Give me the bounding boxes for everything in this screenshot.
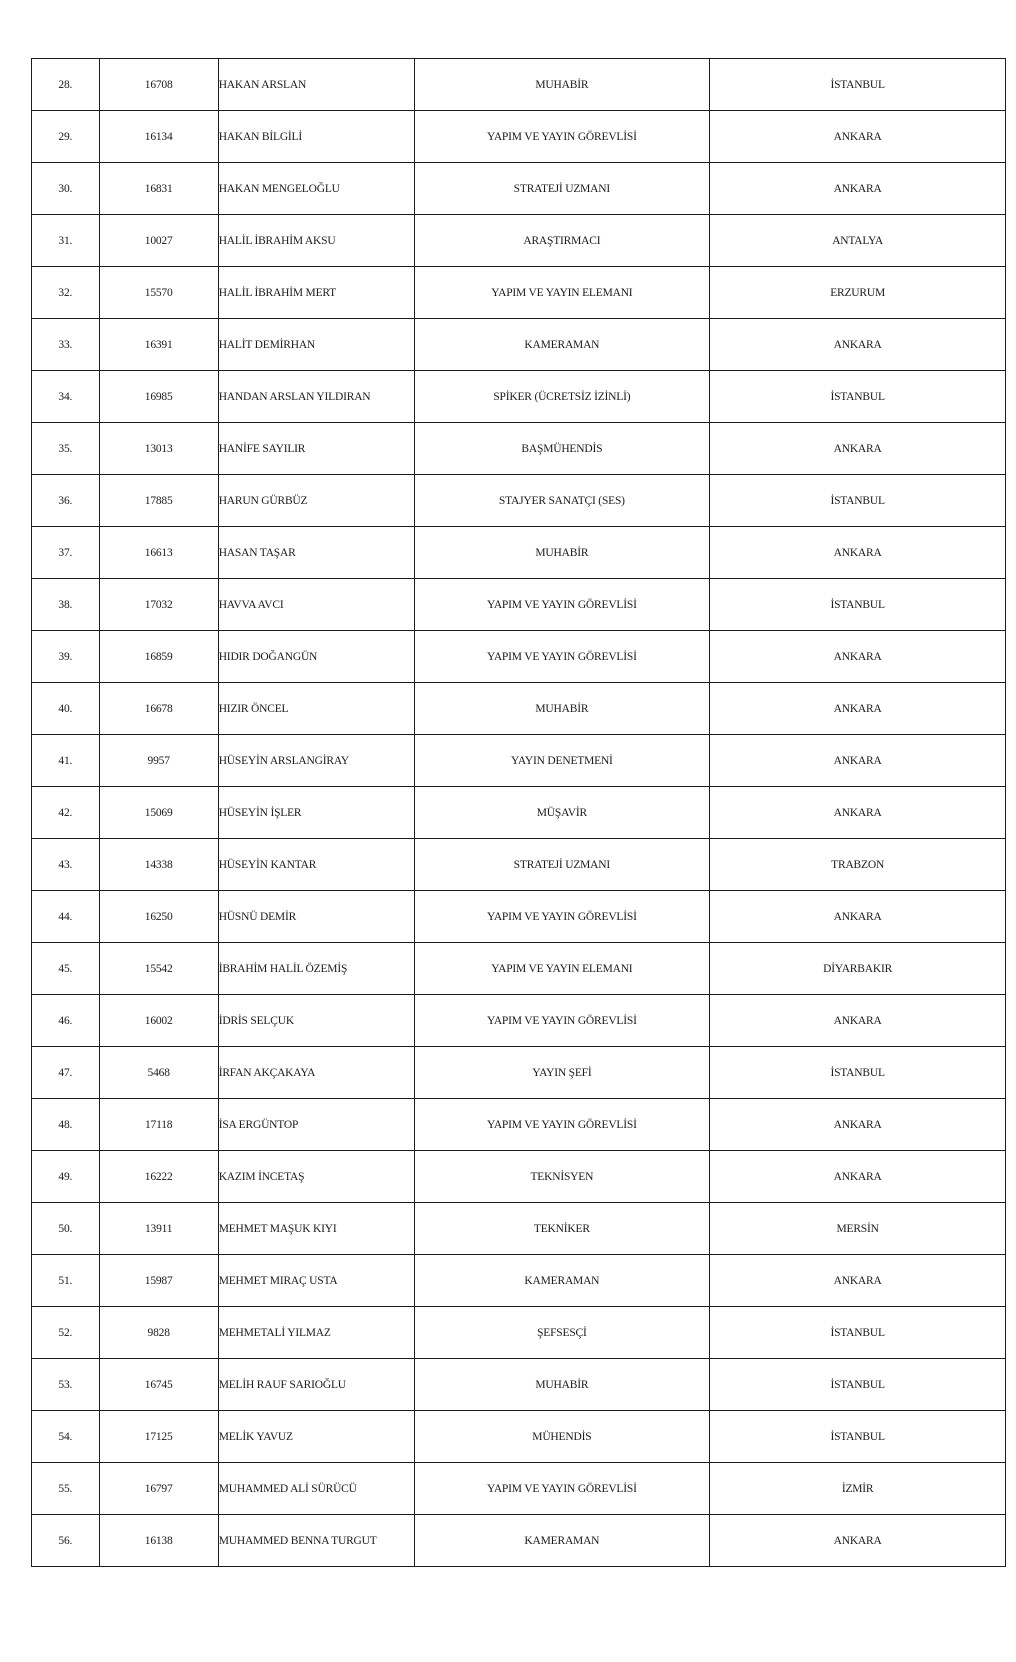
row-number-cell: 54. bbox=[32, 1411, 100, 1463]
registry-number-cell: 16797 bbox=[99, 1463, 218, 1515]
full-name-cell: HÜSEYİN ARSLANGİRAY bbox=[218, 735, 414, 787]
registry-number-cell: 16613 bbox=[99, 527, 218, 579]
personnel-table bbox=[31, 58, 1006, 1567]
table-row bbox=[32, 787, 1006, 839]
row-number-cell: 55. bbox=[32, 1463, 100, 1515]
job-title-cell: YAPIM VE YAYIN GÖREVLİSİ bbox=[414, 579, 710, 631]
job-title-cell: KAMERAMAN bbox=[414, 319, 710, 371]
location-cell: ANKARA bbox=[710, 319, 1006, 371]
document-page bbox=[31, 58, 1006, 1567]
full-name-cell: İBRAHİM HALİL ÖZEMİŞ bbox=[218, 943, 414, 995]
full-name-cell: MEHMET MAŞUK KIYI bbox=[218, 1203, 414, 1255]
registry-number-cell: 10027 bbox=[99, 215, 218, 267]
table-row bbox=[32, 423, 1006, 475]
registry-number-cell: 15542 bbox=[99, 943, 218, 995]
job-title-cell: KAMERAMAN bbox=[414, 1255, 710, 1307]
table-row bbox=[32, 1151, 1006, 1203]
location-cell: ANKARA bbox=[710, 423, 1006, 475]
location-cell: ANKARA bbox=[710, 683, 1006, 735]
table-row bbox=[32, 163, 1006, 215]
row-number-cell: 42. bbox=[32, 787, 100, 839]
row-number-cell: 35. bbox=[32, 423, 100, 475]
location-cell: İSTANBUL bbox=[710, 1359, 1006, 1411]
table-row bbox=[32, 995, 1006, 1047]
registry-number-cell: 16708 bbox=[99, 59, 218, 111]
full-name-cell: HAKAN MENGELOĞLU bbox=[218, 163, 414, 215]
location-cell: ANKARA bbox=[710, 995, 1006, 1047]
full-name-cell: KAZIM İNCETAŞ bbox=[218, 1151, 414, 1203]
row-number-cell: 45. bbox=[32, 943, 100, 995]
full-name-cell: HIDIR DOĞANGÜN bbox=[218, 631, 414, 683]
location-cell: TRABZON bbox=[710, 839, 1006, 891]
location-cell: ANKARA bbox=[710, 163, 1006, 215]
row-number-cell: 40. bbox=[32, 683, 100, 735]
location-cell: DİYARBAKIR bbox=[710, 943, 1006, 995]
row-number-cell: 53. bbox=[32, 1359, 100, 1411]
registry-number-cell: 16134 bbox=[99, 111, 218, 163]
full-name-cell: MUHAMMED BENNA TURGUT bbox=[218, 1515, 414, 1567]
full-name-cell: HANİFE SAYILIR bbox=[218, 423, 414, 475]
job-title-cell: YAPIM VE YAYIN GÖREVLİSİ bbox=[414, 111, 710, 163]
full-name-cell: HALİT DEMİRHAN bbox=[218, 319, 414, 371]
full-name-cell: HÜSNÜ DEMİR bbox=[218, 891, 414, 943]
full-name-cell: MELİH RAUF SARIOĞLU bbox=[218, 1359, 414, 1411]
table-row bbox=[32, 319, 1006, 371]
row-number-cell: 34. bbox=[32, 371, 100, 423]
table-row bbox=[32, 1515, 1006, 1567]
registry-number-cell: 16391 bbox=[99, 319, 218, 371]
row-number-cell: 47. bbox=[32, 1047, 100, 1099]
registry-number-cell: 16250 bbox=[99, 891, 218, 943]
table-row bbox=[32, 111, 1006, 163]
full-name-cell: HASAN TAŞAR bbox=[218, 527, 414, 579]
table-row bbox=[32, 683, 1006, 735]
full-name-cell: HANDAN ARSLAN YILDIRAN bbox=[218, 371, 414, 423]
registry-number-cell: 13911 bbox=[99, 1203, 218, 1255]
job-title-cell: ARAŞTIRMACI bbox=[414, 215, 710, 267]
job-title-cell: MÜŞAVİR bbox=[414, 787, 710, 839]
location-cell: ANKARA bbox=[710, 787, 1006, 839]
row-number-cell: 50. bbox=[32, 1203, 100, 1255]
full-name-cell: HALİL İBRAHİM MERT bbox=[218, 267, 414, 319]
location-cell: ERZURUM bbox=[710, 267, 1006, 319]
location-cell: İSTANBUL bbox=[710, 1307, 1006, 1359]
full-name-cell: HIZIR ÖNCEL bbox=[218, 683, 414, 735]
registry-number-cell: 9957 bbox=[99, 735, 218, 787]
registry-number-cell: 15069 bbox=[99, 787, 218, 839]
registry-number-cell: 16745 bbox=[99, 1359, 218, 1411]
registry-number-cell: 9828 bbox=[99, 1307, 218, 1359]
full-name-cell: MELİK YAVUZ bbox=[218, 1411, 414, 1463]
job-title-cell: YAPIM VE YAYIN GÖREVLİSİ bbox=[414, 631, 710, 683]
full-name-cell: MUHAMMED ALİ SÜRÜCÜ bbox=[218, 1463, 414, 1515]
registry-number-cell: 16222 bbox=[99, 1151, 218, 1203]
job-title-cell: STRATEJİ UZMANI bbox=[414, 163, 710, 215]
registry-number-cell: 16138 bbox=[99, 1515, 218, 1567]
full-name-cell: HAKAN BİLGİLİ bbox=[218, 111, 414, 163]
registry-number-cell: 17118 bbox=[99, 1099, 218, 1151]
table-row bbox=[32, 1411, 1006, 1463]
job-title-cell: YAPIM VE YAYIN GÖREVLİSİ bbox=[414, 995, 710, 1047]
full-name-cell: İSA ERGÜNTOP bbox=[218, 1099, 414, 1151]
row-number-cell: 51. bbox=[32, 1255, 100, 1307]
table-row bbox=[32, 1099, 1006, 1151]
location-cell: İSTANBUL bbox=[710, 1411, 1006, 1463]
table-row bbox=[32, 1203, 1006, 1255]
location-cell: ANKARA bbox=[710, 1255, 1006, 1307]
row-number-cell: 39. bbox=[32, 631, 100, 683]
row-number-cell: 31. bbox=[32, 215, 100, 267]
registry-number-cell: 17032 bbox=[99, 579, 218, 631]
location-cell: İSTANBUL bbox=[710, 371, 1006, 423]
row-number-cell: 36. bbox=[32, 475, 100, 527]
location-cell: ANKARA bbox=[710, 735, 1006, 787]
location-cell: İSTANBUL bbox=[710, 475, 1006, 527]
job-title-cell: MUHABİR bbox=[414, 1359, 710, 1411]
row-number-cell: 43. bbox=[32, 839, 100, 891]
table-row bbox=[32, 371, 1006, 423]
row-number-cell: 56. bbox=[32, 1515, 100, 1567]
location-cell: ANKARA bbox=[710, 111, 1006, 163]
row-number-cell: 48. bbox=[32, 1099, 100, 1151]
job-title-cell: YAPIM VE YAYIN ELEMANI bbox=[414, 267, 710, 319]
row-number-cell: 37. bbox=[32, 527, 100, 579]
registry-number-cell: 17125 bbox=[99, 1411, 218, 1463]
registry-number-cell: 15570 bbox=[99, 267, 218, 319]
job-title-cell: MUHABİR bbox=[414, 527, 710, 579]
row-number-cell: 46. bbox=[32, 995, 100, 1047]
registry-number-cell: 14338 bbox=[99, 839, 218, 891]
table-row bbox=[32, 579, 1006, 631]
table-row bbox=[32, 735, 1006, 787]
row-number-cell: 41. bbox=[32, 735, 100, 787]
job-title-cell: KAMERAMAN bbox=[414, 1515, 710, 1567]
location-cell: ANKARA bbox=[710, 1515, 1006, 1567]
job-title-cell: STAJYER SANATÇI (SES) bbox=[414, 475, 710, 527]
registry-number-cell: 5468 bbox=[99, 1047, 218, 1099]
location-cell: İSTANBUL bbox=[710, 579, 1006, 631]
table-row bbox=[32, 1307, 1006, 1359]
full-name-cell: HAKAN ARSLAN bbox=[218, 59, 414, 111]
table-row bbox=[32, 527, 1006, 579]
row-number-cell: 28. bbox=[32, 59, 100, 111]
row-number-cell: 38. bbox=[32, 579, 100, 631]
table-row bbox=[32, 839, 1006, 891]
registry-number-cell: 16985 bbox=[99, 371, 218, 423]
row-number-cell: 52. bbox=[32, 1307, 100, 1359]
location-cell: İSTANBUL bbox=[710, 1047, 1006, 1099]
registry-number-cell: 15987 bbox=[99, 1255, 218, 1307]
row-number-cell: 44. bbox=[32, 891, 100, 943]
location-cell: ANTALYA bbox=[710, 215, 1006, 267]
job-title-cell: YAYIN DENETMENİ bbox=[414, 735, 710, 787]
full-name-cell: MEHMET MIRAÇ USTA bbox=[218, 1255, 414, 1307]
location-cell: İZMİR bbox=[710, 1463, 1006, 1515]
location-cell: ANKARA bbox=[710, 631, 1006, 683]
job-title-cell: MUHABİR bbox=[414, 683, 710, 735]
table-row bbox=[32, 215, 1006, 267]
table-row bbox=[32, 1463, 1006, 1515]
registry-number-cell: 16678 bbox=[99, 683, 218, 735]
full-name-cell: İDRİS SELÇUK bbox=[218, 995, 414, 1047]
full-name-cell: HÜSEYİN KANTAR bbox=[218, 839, 414, 891]
table-row bbox=[32, 1255, 1006, 1307]
row-number-cell: 32. bbox=[32, 267, 100, 319]
table-row bbox=[32, 631, 1006, 683]
job-title-cell: TEKNİSYEN bbox=[414, 1151, 710, 1203]
table-row bbox=[32, 1047, 1006, 1099]
location-cell: ANKARA bbox=[710, 891, 1006, 943]
registry-number-cell: 13013 bbox=[99, 423, 218, 475]
registry-number-cell: 16859 bbox=[99, 631, 218, 683]
job-title-cell: YAPIM VE YAYIN GÖREVLİSİ bbox=[414, 1099, 710, 1151]
job-title-cell: STRATEJİ UZMANI bbox=[414, 839, 710, 891]
table-row bbox=[32, 943, 1006, 995]
registry-number-cell: 17885 bbox=[99, 475, 218, 527]
personnel-table-body bbox=[32, 59, 1006, 1567]
row-number-cell: 49. bbox=[32, 1151, 100, 1203]
full-name-cell: İRFAN AKÇAKAYA bbox=[218, 1047, 414, 1099]
table-row bbox=[32, 475, 1006, 527]
job-title-cell: ŞEFSESÇİ bbox=[414, 1307, 710, 1359]
table-row bbox=[32, 59, 1006, 111]
full-name-cell: MEHMETALİ YILMAZ bbox=[218, 1307, 414, 1359]
full-name-cell: HÜSEYİN İŞLER bbox=[218, 787, 414, 839]
table-row bbox=[32, 1359, 1006, 1411]
job-title-cell: BAŞMÜHENDİS bbox=[414, 423, 710, 475]
job-title-cell: MÜHENDİS bbox=[414, 1411, 710, 1463]
table-row bbox=[32, 891, 1006, 943]
row-number-cell: 30. bbox=[32, 163, 100, 215]
location-cell: ANKARA bbox=[710, 1099, 1006, 1151]
location-cell: ANKARA bbox=[710, 527, 1006, 579]
full-name-cell: HALİL İBRAHİM AKSU bbox=[218, 215, 414, 267]
registry-number-cell: 16831 bbox=[99, 163, 218, 215]
location-cell: ANKARA bbox=[710, 1151, 1006, 1203]
job-title-cell: SPİKER (ÜCRETSİZ İZİNLİ) bbox=[414, 371, 710, 423]
job-title-cell: YAPIM VE YAYIN ELEMANI bbox=[414, 943, 710, 995]
full-name-cell: HAVVA AVCI bbox=[218, 579, 414, 631]
job-title-cell: YAYIN ŞEFİ bbox=[414, 1047, 710, 1099]
job-title-cell: MUHABİR bbox=[414, 59, 710, 111]
row-number-cell: 29. bbox=[32, 111, 100, 163]
job-title-cell: YAPIM VE YAYIN GÖREVLİSİ bbox=[414, 1463, 710, 1515]
registry-number-cell: 16002 bbox=[99, 995, 218, 1047]
table-row bbox=[32, 267, 1006, 319]
row-number-cell: 33. bbox=[32, 319, 100, 371]
location-cell: İSTANBUL bbox=[710, 59, 1006, 111]
job-title-cell: YAPIM VE YAYIN GÖREVLİSİ bbox=[414, 891, 710, 943]
location-cell: MERSİN bbox=[710, 1203, 1006, 1255]
full-name-cell: HARUN GÜRBÜZ bbox=[218, 475, 414, 527]
job-title-cell: TEKNİKER bbox=[414, 1203, 710, 1255]
